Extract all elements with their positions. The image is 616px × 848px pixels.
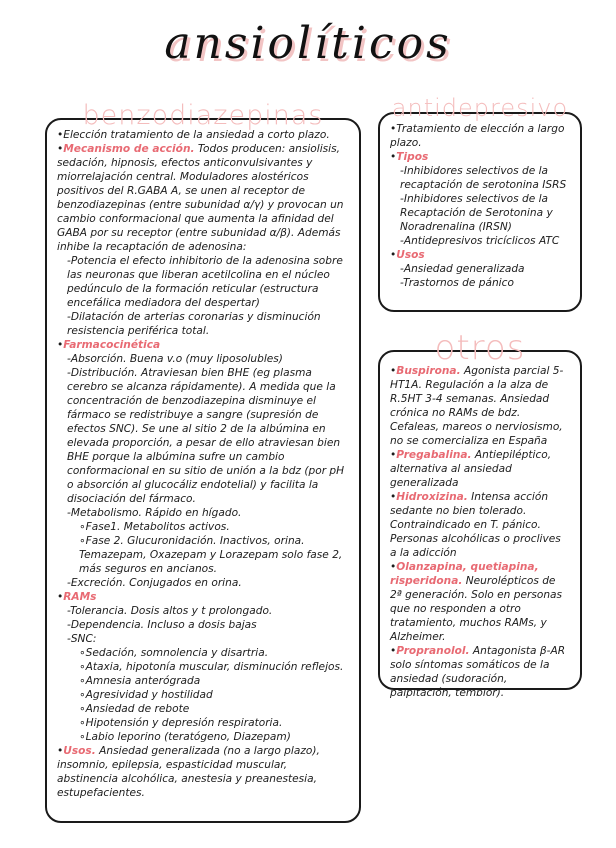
benzo-line: -SNC:	[67, 633, 97, 645]
benzo-line: ∘Amnesia anterógrada	[79, 675, 201, 687]
otros-heading: otros	[434, 328, 526, 368]
otros-subheading: Olanzapina, quetiapina, risperidona.	[390, 561, 539, 587]
benzodiazepinas-notes	[57, 128, 349, 800]
benzo-line: ∘Sedación, somnolencia y disartria.	[79, 647, 269, 659]
antidep-line: -Inhibidores selectivos de la Recaptación de Serotonina y Noradrenalina (IRSN)	[400, 193, 553, 233]
benzodiazepinas-heading: benzodiazepinas	[82, 100, 324, 131]
benzo-line: -Metabolismo. Rápido en hígado.	[67, 507, 242, 519]
benzo-line: •Usos. Ansiedad generalizada (no a largo plazo), insomnio, epilepsia, espasticidad muscular, abstinencia alcohólica, anestesia y preanestesia, estupefacientes.	[57, 745, 320, 799]
benzo-subheading: Mecanismo de acción.	[63, 143, 195, 155]
benzo-line: -Dependencia. Incluso a dosis bajas	[67, 619, 257, 631]
antidep-line: -Inhibidores selectivos de la recaptación de serotonina ISRS	[400, 165, 567, 191]
otros-card	[378, 328, 582, 699]
page-title: ansiolíticos	[164, 18, 452, 69]
antidepresivo-heading: antidepresivo	[391, 94, 569, 122]
otros-line: •Hidroxizina. Intensa acción sedante no bien tolerado. Contraindicado en T. pánico. Personas alcohólicas o proclives a la adicción	[390, 491, 561, 559]
antidep-line: •Tipos	[390, 151, 429, 163]
antidep-subheading: Tipos	[396, 151, 429, 163]
benzo-line: ∘Agresividad y hostilidad	[79, 689, 213, 701]
antidep-line: •Usos	[390, 249, 425, 261]
antidep-line: -Trastornos de pánico	[400, 277, 514, 289]
otros-line: •Propranolol. Antagonista β-AR solo síntomas somáticos de la ansiedad (sudoración, palpitación, temblor).	[390, 645, 566, 699]
benzo-line: ∘Ansiedad de rebote	[79, 703, 190, 715]
benzo-line: -Excreción. Conjugados en orina.	[67, 577, 242, 589]
benzo-subheading: Usos.	[63, 745, 96, 757]
antidepresivo-card	[378, 94, 582, 312]
otros-subheading: Buspirona.	[396, 365, 461, 377]
benzo-line: •Elección tratamiento de la ansiedad a corto plazo.	[57, 129, 330, 141]
benzo-line: •Mecanismo de acción. Todos producen: ansiolisis, sedación, hipnosis, efectos anticonvulsivantes y miorrelajación central. Moduladores alostéricos positivos del R.GABA A, se unen al receptor de benzodiazepinas (entre subunidad α/γ) y provocan un cambio conformacional que aumenta la afinidad del GABA por su receptor (entre subunidad α/β). Además inhibe la recaptación de adenosina:	[57, 143, 344, 253]
benzodiazepinas-card	[45, 100, 361, 823]
otros-line: •Buspirona. Agonista parcial 5-HT1A. Regulación a la alza de R.5HT 3-4 semanas. Ansiedad crónica no RAMs de bdz. Cefaleas, mareos o nerviosismo, no se comercializa en España	[390, 365, 564, 447]
otros-notes	[390, 364, 570, 700]
benzo-line: ∘Ataxia, hipotonía muscular, disminución reflejos.	[79, 661, 344, 673]
otros-subheading: Pregabalina.	[396, 449, 472, 461]
otros-subheading: Hidroxizina.	[396, 491, 468, 503]
benzo-line: ∘Labio leporino (teratógeno, Diazepam)	[79, 731, 291, 743]
otros-line: •Pregabalina. Antiepiléptico, alternativa al ansiedad generalizada	[390, 449, 552, 489]
benzo-line: ∘Fase 2. Glucuronidación. Inactivos, orina. Temazepam, Oxazepam y Lorazepam solo fase 2, más seguros en ancianos.	[79, 535, 343, 575]
benzo-line: -Distribución. Atraviesan bien BHE (eg plasma cerebro se alcanza rápidamente). A medida que la concentración de benzodiazepina disminuye el fármaco se redistribuye a sangre (supresión de efectos SNC). Se une al sitio 2 de la albúmina en elevada proporción, a pesar de ello atraviesan bien BHE porque la albúmina sufre un cambio conformacional en su sitio de unión a la bdz (por pH o absorción al glucocáliz endotelial) y facilita la disociación del fármaco.	[67, 367, 345, 505]
otros-line: •Olanzapina, quetiapina, risperidona. Neurolépticos de 2ª generación. Solo en personas que no responden a otro tratamiento, muchos RAMs, y Alzheimer.	[390, 561, 563, 643]
benzo-subheading: Farmacocinética	[63, 339, 161, 351]
antidepresivo-notes	[390, 122, 570, 290]
antidep-line: -Antidepresivos tricíclicos ATC	[400, 235, 560, 247]
antidep-subheading: Usos	[396, 249, 425, 261]
benzo-subheading: RAMs	[63, 591, 97, 603]
otros-subheading: Propranolol.	[396, 645, 470, 657]
benzo-line: ∘Fase1. Metabolitos activos.	[79, 521, 230, 533]
antidep-line: •Tratamiento de elección a largo plazo.	[390, 123, 565, 149]
benzo-line: -Potencia el efecto inhibitorio de la adenosina sobre las neuronas que liberan acetilcolina en el núcleo pedúnculo de la formación reticular (estructura encefálica mediadora del despertar)	[67, 255, 343, 309]
benzo-line: ∘Hipotensión y depresión respiratoria.	[79, 717, 283, 729]
benzo-line: -Tolerancia. Dosis altos y t prolongado.	[67, 605, 273, 617]
benzo-line: -Dilatación de arterias coronarias y disminución resistencia periférica total.	[67, 311, 321, 337]
benzo-line: •RAMs	[57, 591, 97, 603]
benzo-line: -Absorción. Buena v.o (muy liposolubles)	[67, 353, 283, 365]
antidep-line: -Ansiedad generalizada	[400, 263, 525, 275]
benzo-line: •Farmacocinética	[57, 339, 161, 351]
